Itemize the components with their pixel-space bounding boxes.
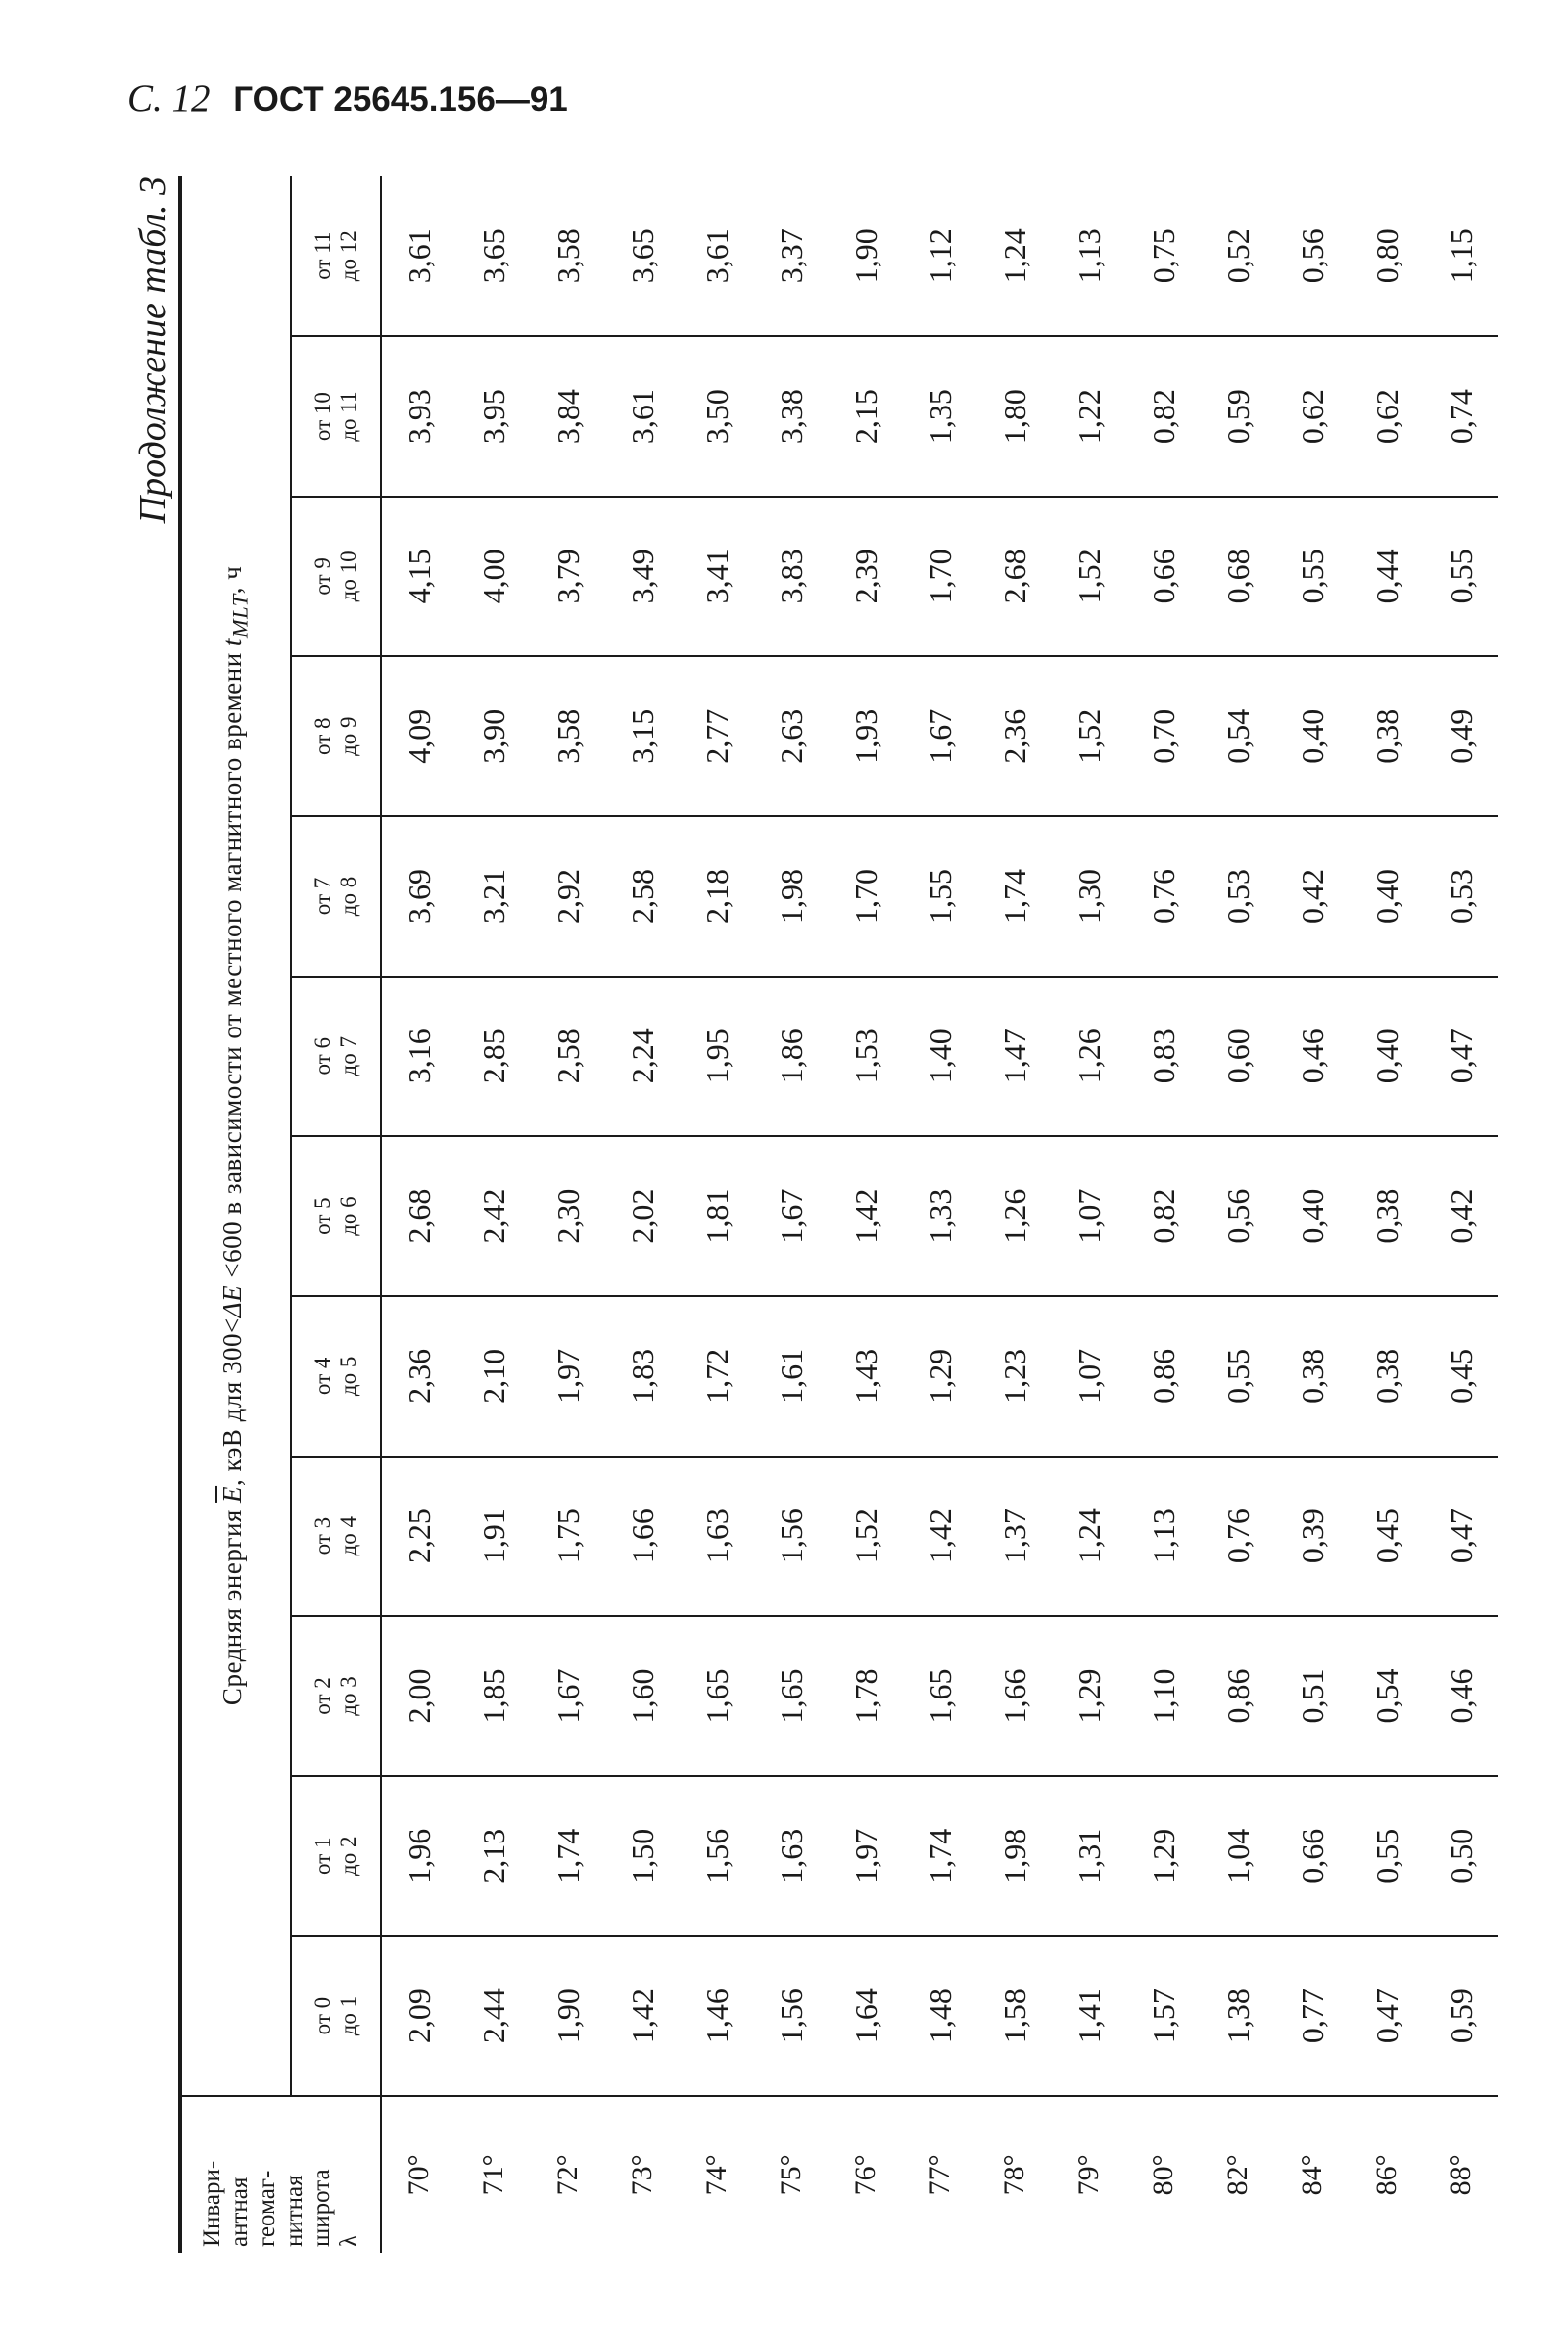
energy-value-cell: 0,77 (1294, 1988, 1330, 2044)
energy-value-cell: 1,53 (829, 977, 903, 1136)
energy-value-cell: 1,35 (903, 336, 977, 496)
energy-value-cell: 0,55 (1201, 1296, 1275, 1456)
energy-value-cell: 0,68 (1201, 497, 1275, 656)
energy-value-cell: 1,13 (1052, 176, 1126, 336)
energy-value-cell: 1,80 (977, 336, 1052, 496)
table-row (754, 176, 829, 2253)
energy-value-cell: 1,97 (829, 1776, 903, 1936)
latitude-cell: 84° (1275, 2096, 1350, 2253)
energy-value-cell: 2,36 (381, 1296, 456, 1456)
column-header-hour-0 (291, 1936, 381, 2095)
column-header-line: от 2 (310, 1677, 335, 1715)
energy-value-cell: 4,09 (381, 656, 456, 816)
energy-value-cell: 0,40 (1350, 816, 1424, 976)
column-header-hour-7 (291, 816, 381, 976)
energy-value-cell: 3,61 (605, 336, 680, 496)
column-header-hour-4 (291, 1296, 381, 1456)
energy-value-cell: 1,93 (829, 656, 903, 816)
energy-value-cell: 3,93 (381, 336, 456, 496)
energy-value-cell: 2,58 (605, 816, 680, 976)
energy-value-cell: 1,63 (680, 1457, 754, 1616)
column-header-line: от 6 (310, 1037, 335, 1076)
energy-value-cell: 2,36 (977, 656, 1052, 816)
energy-value-cell: 0,38 (1350, 1296, 1424, 1456)
column-header-line: до 6 (336, 1196, 360, 1236)
energy-value-cell: 0,83 (1126, 977, 1201, 1136)
energy-value-cell: 0,38 (1275, 1296, 1350, 1456)
energy-value-cell: 3,65 (605, 176, 680, 336)
column-header-line: от 4 (310, 1357, 335, 1396)
latitude-header-line: Инвари- (199, 2160, 225, 2247)
table-row (1201, 176, 1275, 2253)
table-row (381, 176, 456, 2253)
energy-value-cell: 1,31 (1052, 1776, 1126, 1936)
energy-value-cell: 0,76 (1126, 816, 1201, 976)
column-header-hour-9 (291, 497, 381, 656)
energy-value-cell: 1,83 (605, 1296, 680, 1456)
energy-value-cell: 1,07 (1052, 1296, 1126, 1456)
energy-value-cell: 2,13 (456, 1776, 531, 1936)
energy-value-cell: 1,42 (903, 1457, 977, 1616)
energy-value-cell: 1,52 (1052, 497, 1126, 656)
energy-value-cell: 3,79 (531, 497, 605, 656)
table-body (381, 176, 1498, 2253)
energy-value-cell: 1,65 (680, 1616, 754, 1776)
energy-value-cell: 2,68 (381, 1136, 456, 1296)
energy-value-cell: 4,00 (456, 497, 531, 656)
latitude-cell: 73° (605, 2096, 680, 2253)
energy-value-cell: 2,02 (605, 1136, 680, 1296)
energy-value-cell: 1,33 (903, 1136, 977, 1296)
group-header-prefix: Средняя энергия (216, 1502, 247, 1706)
rotated-table-block (131, 176, 1479, 2253)
energy-value-cell: 1,30 (1052, 816, 1126, 976)
header-row-group (180, 176, 291, 2253)
latitude-cell: 74° (680, 2096, 754, 2253)
energy-value-cell: 4,15 (381, 497, 456, 656)
table-row (456, 176, 531, 2253)
energy-value-cell: 2,00 (381, 1616, 456, 1776)
energy-value-cell: 0,53 (1201, 816, 1275, 976)
latitude-cell: 78° (977, 2096, 1052, 2253)
energy-value-cell: 3,38 (754, 336, 829, 496)
latitude-cell: 75° (754, 2096, 829, 2253)
energy-value-cell: 0,66 (1126, 497, 1201, 656)
group-header-suffix: <600 в зависимости от местного магнитного времени (216, 646, 247, 1285)
latitude-cell: 86° (1350, 2096, 1424, 2253)
table-row (977, 176, 1052, 2253)
table-row (531, 176, 605, 2253)
energy-value-cell: 0,45 (1350, 1457, 1424, 1616)
energy-value-cell: 0,55 (1350, 1776, 1424, 1936)
group-header-end: , ч (216, 565, 247, 595)
table-row (1126, 176, 1201, 2253)
energy-value-cell: 1,26 (977, 1136, 1052, 1296)
energy-group-header (180, 176, 291, 2096)
energy-value-cell: 0,42 (1275, 816, 1350, 976)
latitude-cell: 77° (903, 2096, 977, 2253)
energy-value-cell: 1,63 (754, 1776, 829, 1936)
table-row (1424, 176, 1498, 2253)
energy-value-cell: 0,62 (1275, 336, 1350, 496)
energy-value-cell: 1,98 (754, 816, 829, 976)
energy-value-cell: 1,67 (903, 656, 977, 816)
energy-value-cell: 1,74 (977, 816, 1052, 976)
column-header-line: от 7 (310, 877, 335, 916)
energy-value-cell: 0,45 (1424, 1296, 1498, 1456)
energy-value-cell: 1,41 (1070, 1988, 1107, 2044)
energy-value-cell: 1,57 (1145, 1988, 1181, 2044)
column-header-line: от 0 (310, 1996, 335, 2035)
energy-value-cell: 1,66 (605, 1457, 680, 1616)
energy-value-cell: 1,64 (847, 1988, 883, 2044)
column-header-line: до 7 (336, 1036, 360, 1076)
energy-value-cell: 3,41 (680, 497, 754, 656)
energy-value-cell: 1,86 (754, 977, 829, 1136)
energy-value-cell: 0,80 (1350, 176, 1424, 336)
column-header-line: до 5 (336, 1356, 360, 1397)
energy-value-cell: 1,12 (903, 176, 977, 336)
column-header-hour-5 (291, 1136, 381, 1296)
group-header-middle: , кэВ для 300< (216, 1317, 247, 1486)
energy-value-cell: 0,62 (1350, 336, 1424, 496)
latitude-cell: 76° (829, 2096, 903, 2253)
energy-value-cell: 3,69 (381, 816, 456, 976)
column-header-line: от 10 (310, 392, 335, 442)
energy-value-cell: 1,67 (531, 1616, 605, 1776)
energy-value-cell: 0,42 (1424, 1136, 1498, 1296)
latitude-cell: 82° (1201, 2096, 1275, 2253)
energy-value-cell: 3,37 (754, 176, 829, 336)
energy-value-cell: 1,40 (903, 977, 977, 1136)
energy-value-cell: 3,61 (381, 176, 456, 336)
energy-value-cell: 0,52 (1201, 176, 1275, 336)
energy-value-cell: 1,56 (773, 1988, 809, 2044)
column-header-hour-1 (291, 1776, 381, 1936)
energy-value-cell: 1,42 (829, 1136, 903, 1296)
energy-value-cell: 3,49 (605, 497, 680, 656)
energy-value-cell: 1,91 (456, 1457, 531, 1616)
energy-value-cell: 2,42 (456, 1136, 531, 1296)
energy-value-cell: 1,74 (531, 1776, 605, 1936)
energy-value-cell: 1,74 (903, 1776, 977, 1936)
latitude-header-line: широта (309, 2169, 335, 2247)
energy-value-cell: 0,47 (1424, 1457, 1498, 1616)
standard-number: ГОСТ 25645.156—91 (233, 80, 568, 119)
energy-value-cell: 1,26 (1052, 977, 1126, 1136)
energy-value-cell: 1,52 (1052, 656, 1126, 816)
energy-value-cell: 3,16 (381, 977, 456, 1136)
energy-value-cell: 3,84 (531, 336, 605, 496)
energy-value-cell: 1,52 (829, 1457, 903, 1616)
energy-value-cell: 1,29 (1052, 1616, 1126, 1776)
column-header-line: от 9 (310, 557, 335, 596)
energy-value-cell: 1,70 (903, 497, 977, 656)
energy-value-cell: 1,47 (977, 977, 1052, 1136)
energy-value-cell: 0,59 (1443, 1988, 1479, 2044)
energy-value-cell: 0,59 (1201, 336, 1275, 496)
energy-value-cell: 1,85 (456, 1616, 531, 1776)
energy-value-cell: 0,49 (1424, 656, 1498, 816)
energy-value-cell: 0,38 (1350, 1136, 1424, 1296)
energy-value-cell: 1,72 (680, 1296, 754, 1456)
energy-value-cell: 3,90 (456, 656, 531, 816)
energy-value-cell: 1,58 (996, 1988, 1032, 2044)
energy-value-cell: 1,66 (977, 1616, 1052, 1776)
energy-value-cell: 0,51 (1275, 1616, 1350, 1776)
energy-value-cell: 0,55 (1275, 497, 1350, 656)
column-header-line: до 1 (336, 1995, 360, 2036)
energy-value-cell: 1,43 (829, 1296, 903, 1456)
energy-value-cell: 0,56 (1275, 176, 1350, 336)
energy-value-cell: 1,97 (531, 1296, 605, 1456)
energy-value-cell: 0,56 (1201, 1136, 1275, 1296)
energy-value-cell: 0,47 (1368, 1988, 1404, 2044)
time-symbol: t (216, 638, 247, 646)
energy-value-cell: 0,46 (1275, 977, 1350, 1136)
energy-value-cell: 0,40 (1275, 1136, 1350, 1296)
energy-value-cell: 1,98 (977, 1776, 1052, 1936)
energy-symbol: $\overline{E}$ (216, 1485, 247, 1503)
column-header-hour-2 (291, 1616, 381, 1776)
column-header-line: до 2 (336, 1836, 360, 1876)
latitude-cell: 71° (456, 2096, 531, 2253)
energy-value-cell: 0,82 (1126, 1136, 1201, 1296)
energy-value-cell: 0,75 (1126, 176, 1201, 336)
column-header-hour-6 (291, 977, 381, 1136)
energy-value-cell: 1,48 (922, 1988, 958, 2044)
delta-e-symbol: ΔE (216, 1284, 247, 1318)
energy-value-cell: 1,23 (977, 1296, 1052, 1456)
energy-value-cell: 2,92 (531, 816, 605, 976)
column-header-line: до 8 (336, 876, 360, 917)
energy-value-cell: 1,67 (754, 1136, 829, 1296)
energy-value-cell: 1,65 (754, 1616, 829, 1776)
header-row-columns (291, 176, 381, 2253)
latitude-header-line: нитная (281, 2175, 308, 2247)
column-header-line: до 10 (336, 550, 360, 602)
energy-value-cell: 2,85 (456, 977, 531, 1136)
energy-value-cell: 1,81 (680, 1136, 754, 1296)
energy-value-cell: 1,96 (381, 1776, 456, 1936)
energy-value-cell: 1,56 (754, 1457, 829, 1616)
energy-value-cell: 0,38 (1350, 656, 1424, 816)
latitude-cell: 72° (531, 2096, 605, 2253)
energy-value-cell: 2,18 (680, 816, 754, 976)
energy-value-cell: 2,68 (977, 497, 1052, 656)
energy-value-cell: 1,65 (903, 1616, 977, 1776)
energy-value-cell: 0,44 (1350, 497, 1424, 656)
energy-value-cell: 0,86 (1126, 1296, 1201, 1456)
latitude-header (180, 2096, 381, 2253)
energy-value-cell: 1,60 (605, 1616, 680, 1776)
energy-value-cell: 0,46 (1424, 1616, 1498, 1776)
column-header-line: от 5 (310, 1197, 335, 1235)
energy-value-cell: 3,61 (680, 176, 754, 336)
energy-value-cell: 1,55 (903, 816, 977, 976)
table-caption: Продолжение табл. 3 (132, 176, 173, 524)
energy-value-cell: 2,09 (401, 1988, 437, 2044)
energy-value-cell: 1,29 (903, 1296, 977, 1456)
energy-value-cell: 3,65 (456, 176, 531, 336)
energy-value-cell: 1,38 (1219, 1988, 1256, 2044)
column-header-line: до 3 (336, 1676, 360, 1716)
energy-value-cell: 0,55 (1424, 497, 1498, 656)
energy-value-cell: 2,24 (605, 977, 680, 1136)
energy-value-cell: 1,90 (549, 1988, 586, 2044)
energy-value-cell: 0,76 (1201, 1457, 1275, 1616)
latitude-cell: 79° (1052, 2096, 1126, 2253)
latitude-header-line: геомаг- (254, 2170, 280, 2247)
energy-value-cell: 0,40 (1275, 656, 1350, 816)
energy-value-cell: 2,25 (381, 1457, 456, 1616)
table-row (1275, 176, 1350, 2253)
energy-value-cell: 3,58 (531, 656, 605, 816)
energy-value-cell: 3,95 (456, 336, 531, 496)
energy-value-cell: 2,63 (754, 656, 829, 816)
energy-value-cell: 1,13 (1126, 1457, 1201, 1616)
energy-value-cell: 2,44 (475, 1988, 511, 2044)
energy-value-cell: 3,58 (531, 176, 605, 336)
energy-value-cell: 0,40 (1350, 977, 1424, 1136)
energy-value-cell: 0,74 (1424, 336, 1498, 496)
energy-value-cell: 0,70 (1126, 656, 1201, 816)
latitude-header-line: антная (226, 2177, 253, 2247)
energy-value-cell: 1,78 (829, 1616, 903, 1776)
energy-value-cell: 1,46 (698, 1988, 735, 2044)
column-header-hour-3 (291, 1457, 381, 1616)
energy-value-cell: 0,66 (1275, 1776, 1350, 1936)
energy-value-cell: 2,39 (829, 497, 903, 656)
energy-value-cell: 1,90 (829, 176, 903, 336)
energy-value-cell: 0,47 (1424, 977, 1498, 1136)
latitude-cell: 88° (1424, 2096, 1498, 2253)
energy-value-cell: 1,29 (1126, 1776, 1201, 1936)
column-header-line: от 11 (310, 231, 335, 280)
energy-value-cell: 2,30 (531, 1136, 605, 1296)
energy-value-cell: 0,54 (1350, 1616, 1424, 1776)
energy-value-cell: 2,10 (456, 1296, 531, 1456)
energy-value-cell: 0,86 (1201, 1616, 1275, 1776)
latitude-header-line: λ (336, 2234, 362, 2247)
table-row (1052, 176, 1126, 2253)
table-row (605, 176, 680, 2253)
energy-value-cell: 0,39 (1275, 1457, 1350, 1616)
energy-value-cell: 1,56 (680, 1776, 754, 1936)
energy-value-cell: 3,15 (605, 656, 680, 816)
energy-value-cell: 1,61 (754, 1296, 829, 1456)
energy-value-cell: 1,42 (624, 1988, 660, 2044)
table-row (1350, 176, 1424, 2253)
column-header-line: от 8 (310, 717, 335, 755)
column-header-line: до 4 (336, 1515, 360, 1556)
energy-value-cell: 3,50 (680, 336, 754, 496)
energy-value-cell: 3,83 (754, 497, 829, 656)
energy-value-cell: 1,15 (1424, 176, 1498, 336)
energy-value-cell: 2,77 (680, 656, 754, 816)
energy-value-cell: 0,50 (1424, 1776, 1498, 1936)
energy-value-cell: 1,10 (1126, 1616, 1201, 1776)
energy-value-cell: 1,04 (1201, 1776, 1275, 1936)
energy-value-cell: 0,60 (1201, 977, 1275, 1136)
energy-value-cell: 1,70 (829, 816, 903, 976)
energy-table (178, 176, 1498, 2253)
column-header-hour-11 (291, 176, 381, 336)
energy-value-cell: 1,95 (680, 977, 754, 1136)
energy-value-cell: 0,54 (1201, 656, 1275, 816)
energy-value-cell: 1,37 (977, 1457, 1052, 1616)
energy-value-cell: 1,50 (605, 1776, 680, 1936)
time-subscript: MLT (227, 594, 253, 639)
energy-value-cell: 1,24 (977, 176, 1052, 336)
energy-value-cell: 1,75 (531, 1457, 605, 1616)
column-header-line: от 3 (310, 1516, 335, 1555)
latitude-cell: 70° (381, 2096, 456, 2253)
energy-value-cell: 1,07 (1052, 1136, 1126, 1296)
energy-value-cell: 0,82 (1126, 336, 1201, 496)
latitude-cell: 80° (1126, 2096, 1201, 2253)
page-header (127, 76, 568, 120)
column-header-line: до 12 (336, 230, 360, 282)
column-header-hour-8 (291, 656, 381, 816)
energy-value-cell: 2,15 (829, 336, 903, 496)
energy-value-cell: 1,22 (1052, 336, 1126, 496)
page-number: С. 12 (127, 77, 211, 120)
table-row (903, 176, 977, 2253)
column-header-line: от 1 (310, 1837, 335, 1876)
energy-value-cell: 3,21 (456, 816, 531, 976)
table-row (680, 176, 754, 2253)
column-header-hour-10 (291, 336, 381, 496)
table-row (829, 176, 903, 2253)
column-header-line: до 11 (336, 391, 360, 442)
column-header-line: до 9 (336, 716, 360, 756)
energy-value-cell: 2,58 (531, 977, 605, 1136)
energy-value-cell: 1,24 (1052, 1457, 1126, 1616)
energy-value-cell: 0,53 (1424, 816, 1498, 976)
